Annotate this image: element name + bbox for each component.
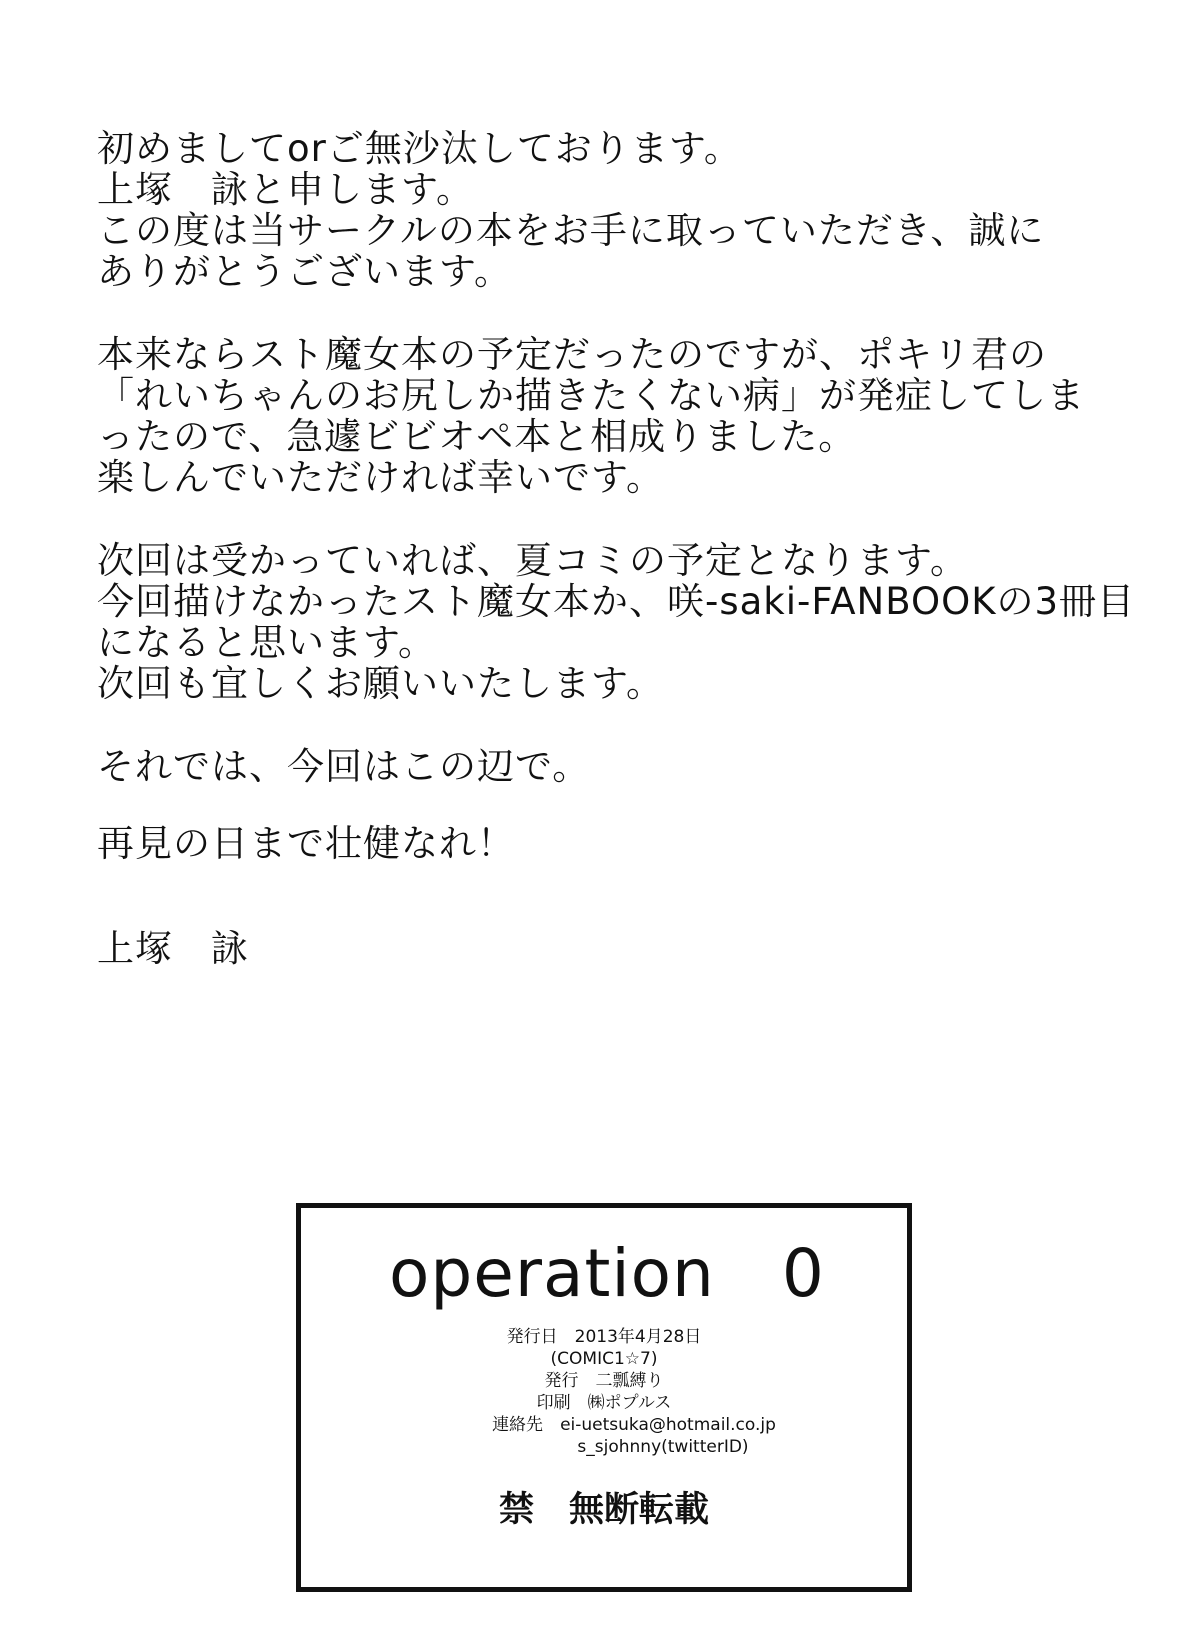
- text-line: それでは、今回はこの辺で。: [97, 745, 591, 788]
- paragraph-greeting: [97, 128, 1117, 292]
- event-name: (COMIC1☆7): [550, 1349, 658, 1369]
- text-line: 楽しんでいただければ幸いです。: [97, 456, 665, 499]
- text-line: 次回は受かっていれば、夏コミの予定となります。: [97, 539, 969, 582]
- author-signature: 上塚 詠: [97, 927, 249, 970]
- paragraph-explanation: [97, 334, 1117, 498]
- paragraph-next-time: [97, 539, 1136, 705]
- contact-email: ei-uetsuka@hotmail.co.jp: [560, 1415, 776, 1435]
- publisher: 発行 二瓢縛り: [544, 1371, 664, 1391]
- text-line: 初めましてorご無沙汰しております。: [97, 127, 742, 170]
- book-title: operation 0: [389, 1235, 825, 1312]
- reprint-prohibition: 禁 無断転載: [498, 1490, 709, 1530]
- issue-date: 発行日 2013年4月28日: [506, 1327, 702, 1347]
- afterword-text: [97, 127, 1136, 865]
- paragraph-farewell: [97, 823, 1117, 864]
- paragraph-closing: [97, 746, 1117, 787]
- colophon-box: [296, 1203, 912, 1592]
- text-line: ったので、急遽ビビオペ本と相成りました。: [97, 415, 857, 458]
- text-line: 次回も宜しくお願いいたします。: [97, 662, 665, 705]
- text-line: ありがとうございます。: [97, 250, 513, 293]
- text-line: 再見の日まで壮健なれ！: [97, 822, 515, 865]
- publication-info: [301, 1326, 907, 1458]
- contact-label: 連絡先: [492, 1415, 544, 1435]
- text-line: 本来ならスト魔女本の予定だったのですが、ポキリ君の: [97, 333, 1047, 376]
- contact-twitter: s_sjohnny(twitterID): [577, 1437, 749, 1457]
- text-line: 今回描けなかったスト魔女本か、咲-saki-FANBOOKの3冊目: [97, 580, 1136, 623]
- contact-line: [301, 1414, 907, 1436]
- text-line: この度は当サークルの本をお手に取っていただき、誠に: [97, 209, 1045, 252]
- printer: 印刷 ㈱ポプルス: [536, 1393, 672, 1413]
- text-line: になると思います。: [97, 621, 437, 664]
- text-line: 上塚 詠と申します。: [97, 168, 475, 211]
- text-line: 「れいちゃんのお尻しか描きたくない病」が発症してしま: [97, 374, 1085, 417]
